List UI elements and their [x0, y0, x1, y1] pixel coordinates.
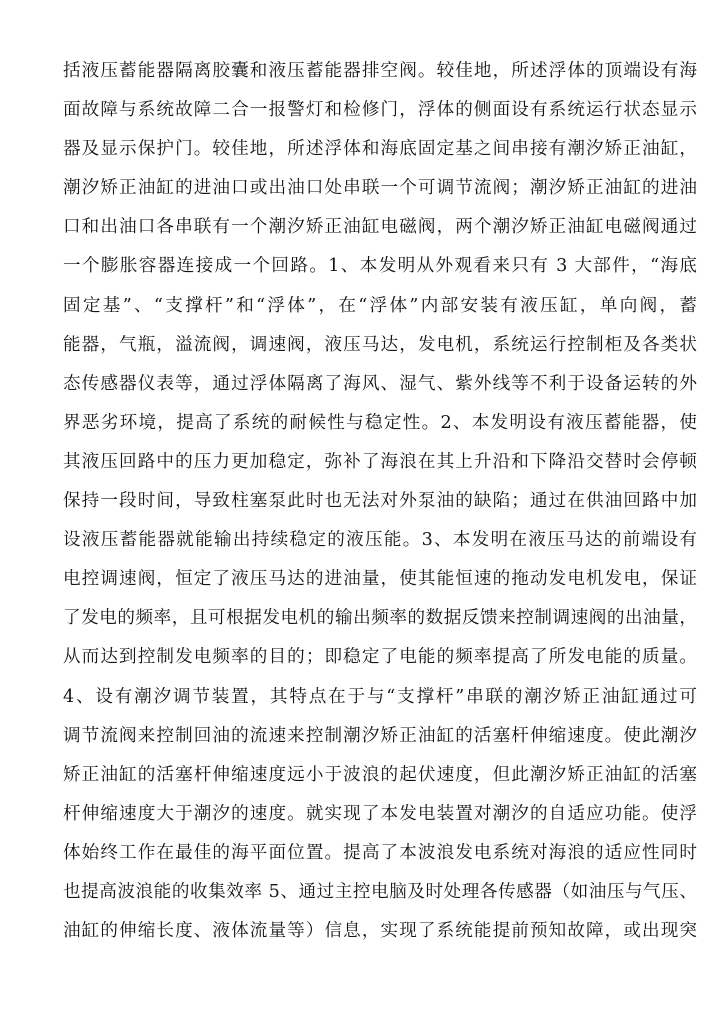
text-line-14: 电控调速阀，恒定了液压马达的进油量，使其能恒速的拖动发电机发电，保证	[63, 569, 697, 590]
text-line-22: 也提高波浪能的收集效率 5、通过主控电脑及时处理各传感器（如油压与气压、	[63, 881, 697, 902]
text-line-23: 油缸的伸缩长度、液体流量等）信息，实现了系统能提前预知故障，或出现突	[63, 921, 697, 942]
text-line-1: 括液压蓄能器隔离胶囊和液压蓄能器排空阀。较佳地，所述浮体的顶端设有海	[63, 61, 697, 81]
text-line-17: 4、设有潮汐调节装置，其特点在于与“支撑杆”串联的潮汐矫正油缸通过可	[63, 686, 697, 707]
text-line-9: 态传感器仪表等，通过浮体隔离了海风、湿气、紫外线等不利于设备运转的外	[63, 373, 697, 394]
text-line-20: 杆伸缩速度大于潮汐的速度。就实现了本发电装置对潮汐的自适应功能。使浮	[63, 803, 697, 824]
text-line-2: 面故障与系统故障二合一报警灯和检修门，浮体的侧面设有系统运行状态显示	[63, 100, 697, 121]
text-line-4: 潮汐矫正油缸的进油口或出油口处串联一个可调节流阀；潮汐矫正油缸的进油	[63, 178, 697, 199]
text-line-19: 矫正油缸的活塞杆伸缩速度远小于波浪的起伏速度，但此潮汐矫正油缸的活塞	[63, 764, 697, 785]
text-line-8: 能器，气瓶，溢流阀，调速阀，液压马达，发电机，系统运行控制柜及各类状	[63, 334, 697, 355]
text-line-16: 从而达到控制发电频率的目的；即稳定了电能的频率提高了所发电能的质量。	[63, 647, 697, 668]
text-line-3: 器及显示保护门。较佳地，所述浮体和海底固定基之间串接有潮汐矫正油缸，	[63, 139, 697, 160]
text-line-12: 保持一段时间，导致柱塞泵此时也无法对外泵油的缺陷；通过在供油回路中加	[63, 491, 697, 512]
text-line-15: 了发电的频率，且可根据发电机的输出频率的数据反馈来控制调速阀的出油量，	[63, 608, 697, 629]
text-line-10: 界恶劣环境，提高了系统的耐候性与稳定性。2、本发明设有液压蓄能器，使	[63, 412, 697, 433]
text-line-18: 调节流阀来控制回油的流速来控制潮汐矫正油缸的活塞杆伸缩速度。使此潮汐	[63, 725, 697, 746]
text-line-13: 设液压蓄能器就能输出持续稳定的液压能。3、本发明在液压马达的前端设有	[63, 530, 697, 551]
body-text	[63, 52, 697, 951]
text-line-11: 其液压回路中的压力更加稳定，弥补了海浪在其上升沿和下降沿交替时会停顿	[63, 451, 697, 472]
text-line-21: 体始终工作在最佳的海平面位置。提高了本波浪发电系统对海浪的适应性同时	[63, 842, 697, 863]
text-line-7: 固定基”、“支撑杆”和“浮体”，在“浮体”内部安装有液压缸，单向阀，蓄	[63, 295, 697, 316]
text-line-5: 口和出油口各串联有一个潮汐矫正油缸电磁阀，两个潮汐矫正油缸电磁阀通过	[63, 217, 697, 238]
text-line-6: 一个膨胀容器连接成一个回路。1、本发明从外观看来只有 3 大部件，“海底	[63, 256, 697, 277]
